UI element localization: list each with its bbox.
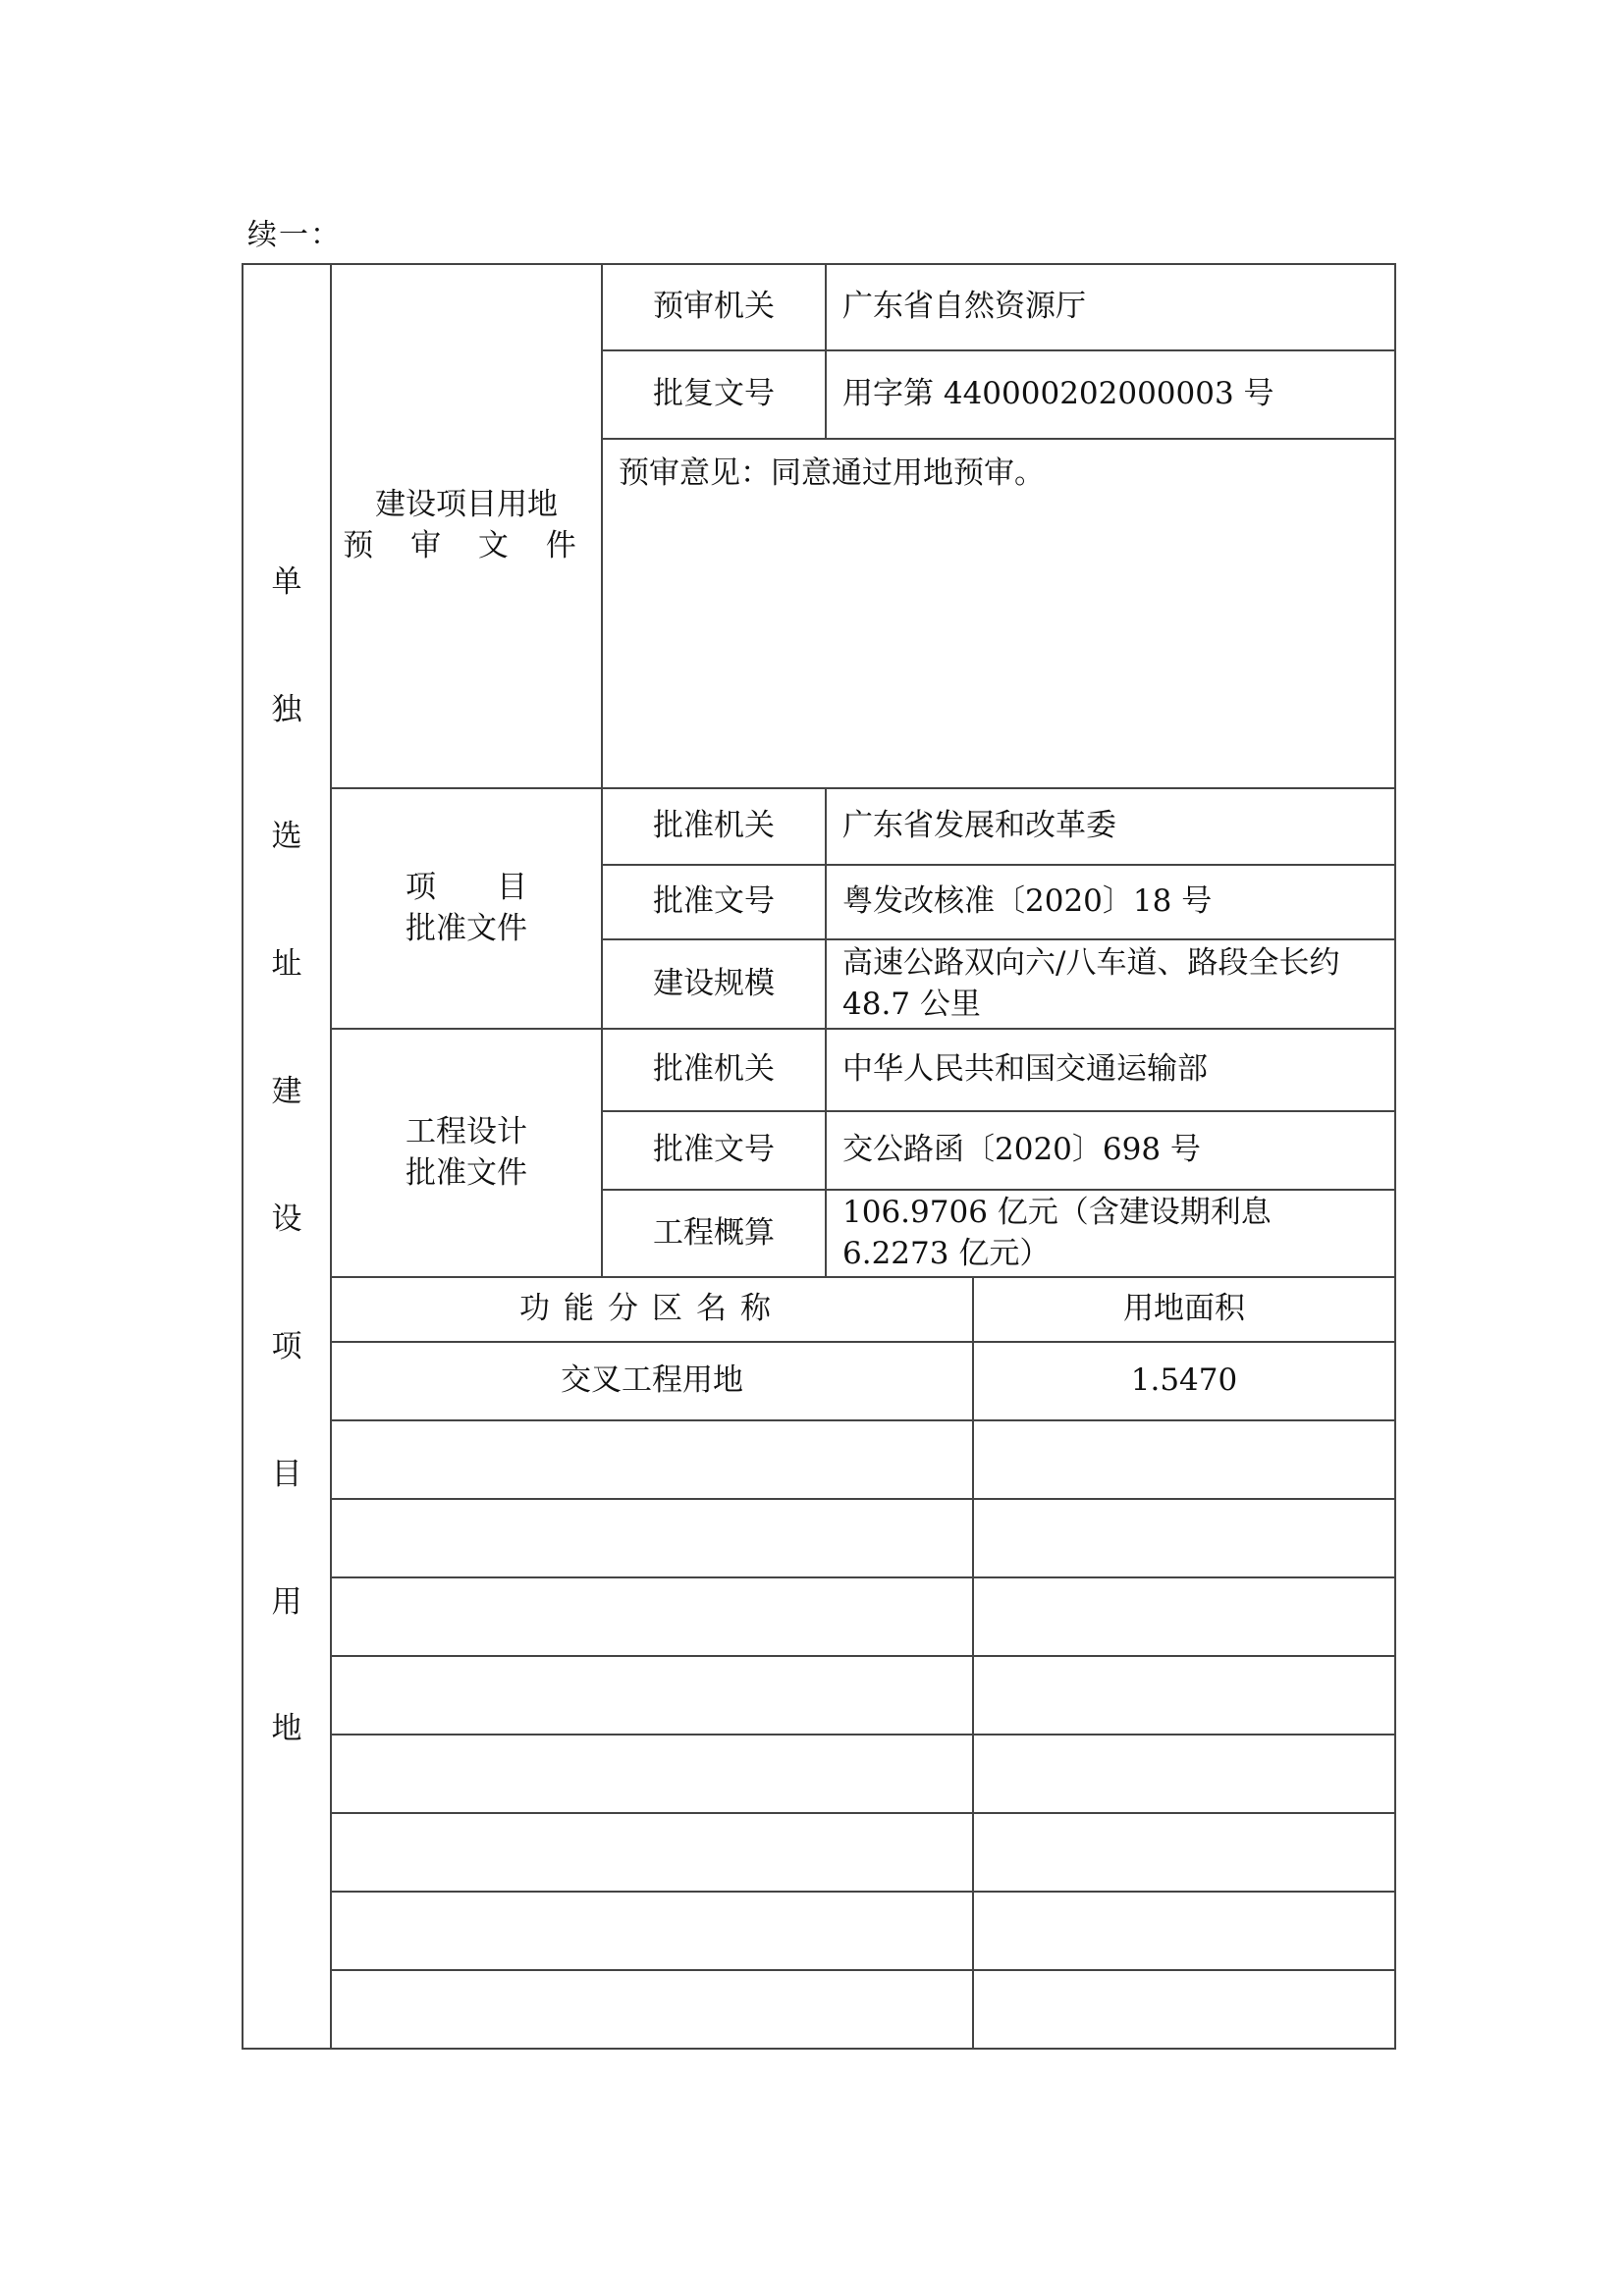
land-use-area-cell bbox=[973, 1656, 1395, 1735]
land-preview-section-title bbox=[331, 264, 602, 788]
vertical-section-label bbox=[243, 264, 331, 2049]
vertical-char: 址 bbox=[271, 946, 302, 983]
design-budget-value: 106.9706 亿元（含建设期利息 6.2273 亿元） bbox=[826, 1190, 1395, 1277]
preview-authority-label: 预审机关 bbox=[602, 264, 826, 350]
preview-approval-no-label: 批复文号 bbox=[602, 350, 826, 439]
preview-approval-no-value: 用字第 440000202000003 号 bbox=[826, 350, 1395, 439]
engineering-design-title-line2: 批准文件 bbox=[406, 1154, 527, 1191]
land-use-area-cell bbox=[973, 1735, 1395, 1813]
project-approval-section-title bbox=[331, 788, 602, 1029]
vertical-char: 地 bbox=[271, 1711, 302, 1747]
land-use-row bbox=[243, 1420, 1395, 1499]
land-use-area-cell bbox=[973, 1420, 1395, 1499]
land-use-name-cell bbox=[331, 1735, 973, 1813]
vertical-char: 独 bbox=[271, 691, 302, 727]
land-use-row bbox=[243, 1656, 1395, 1735]
project-approval-no-label: 批准文号 bbox=[602, 865, 826, 939]
vertical-char: 用 bbox=[271, 1583, 302, 1620]
land-use-name-cell bbox=[331, 1813, 973, 1892]
vertical-char: 建 bbox=[271, 1074, 302, 1110]
land-preview-title-line1: 建设项目用地 bbox=[375, 487, 558, 523]
project-authority-value: 广东省发展和改革委 bbox=[826, 788, 1395, 865]
design-budget-label: 工程概算 bbox=[602, 1190, 826, 1277]
land-use-area-cell bbox=[973, 1892, 1395, 1970]
project-approval-title-line1: 项 目 bbox=[406, 869, 527, 905]
land-use-row bbox=[243, 1813, 1395, 1892]
project-approval-title-line2: 批准文件 bbox=[406, 910, 527, 946]
project-approval-no-value: 粤发改核准〔2020〕18 号 bbox=[826, 865, 1395, 939]
land-use-name-cell bbox=[331, 1892, 973, 1970]
land-preview-title-line2: 预 审 文 件 bbox=[343, 528, 590, 563]
land-use-row bbox=[243, 1342, 1395, 1420]
design-authority-value: 中华人民共和国交通运输部 bbox=[826, 1029, 1395, 1111]
vertical-char: 设 bbox=[271, 1201, 302, 1237]
vertical-char: 目 bbox=[271, 1456, 302, 1492]
continuation-header: 续一： bbox=[247, 218, 342, 252]
preview-opinion: 预审意见：同意通过用地预审。 bbox=[602, 439, 1395, 788]
design-approval-no-value: 交公路函〔2020〕698 号 bbox=[826, 1111, 1395, 1190]
project-authority-label: 批准机关 bbox=[602, 788, 826, 865]
function-zone-header: 功能分区名称 bbox=[331, 1277, 973, 1342]
land-use-name-cell bbox=[331, 1970, 973, 2049]
project-scale-value: 高速公路双向六/八车道、路段全长约 48.7 公里 bbox=[826, 939, 1395, 1029]
land-use-row bbox=[243, 1499, 1395, 1577]
land-use-row bbox=[243, 1577, 1395, 1656]
project-scale-label: 建设规模 bbox=[602, 939, 826, 1029]
land-use-row bbox=[243, 1970, 1395, 2049]
vertical-char: 单 bbox=[271, 563, 302, 600]
land-use-name-cell bbox=[331, 1420, 973, 1499]
land-use-area-cell bbox=[973, 1577, 1395, 1656]
land-use-name-cell: 交叉工程用地 bbox=[331, 1342, 973, 1420]
land-use-name-cell bbox=[331, 1577, 973, 1656]
engineering-design-title-line1: 工程设计 bbox=[406, 1113, 527, 1149]
design-authority-label: 批准机关 bbox=[602, 1029, 826, 1111]
design-approval-no-label: 批准文号 bbox=[602, 1111, 826, 1190]
land-use-area-cell bbox=[973, 1499, 1395, 1577]
land-use-row bbox=[243, 1735, 1395, 1813]
land-use-approval-table bbox=[242, 263, 1396, 2050]
land-use-name-cell bbox=[331, 1656, 973, 1735]
land-use-row bbox=[243, 1892, 1395, 1970]
land-use-area-cell bbox=[973, 1970, 1395, 2049]
land-use-area-cell bbox=[973, 1813, 1395, 1892]
vertical-char: 项 bbox=[271, 1328, 302, 1364]
engineering-design-section-title bbox=[331, 1029, 602, 1277]
vertical-char: 选 bbox=[271, 819, 302, 855]
land-use-name-cell bbox=[331, 1499, 973, 1577]
land-area-header: 用地面积 bbox=[973, 1277, 1395, 1342]
land-use-area-cell: 1.5470 bbox=[973, 1342, 1395, 1420]
preview-authority-value: 广东省自然资源厅 bbox=[826, 264, 1395, 350]
